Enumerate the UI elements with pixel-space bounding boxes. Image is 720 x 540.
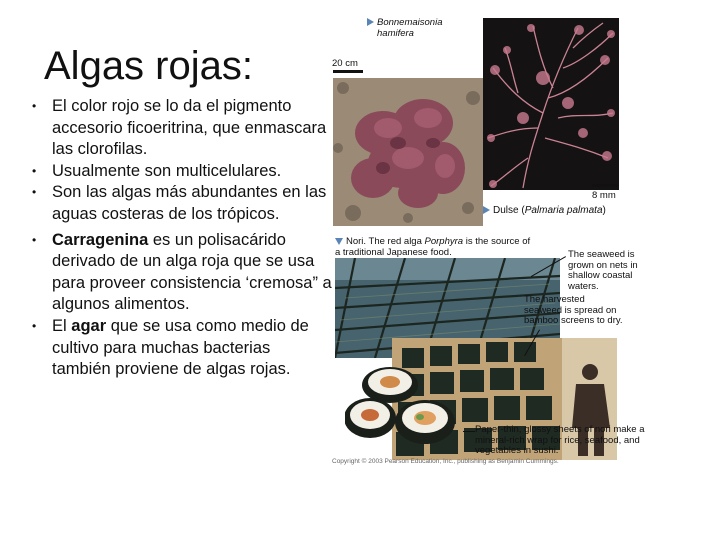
pointer-arrow-icon (367, 18, 374, 26)
scale-label-8mm: 8 mm (592, 190, 616, 201)
bonnemaisonia-label: Bonnemaisonia hamifera (367, 18, 443, 39)
pointer-arrow-icon (483, 206, 490, 214)
dulse-label: Dulse (Palmaria palmata) (483, 206, 606, 217)
seaweed-nets-caption: The seaweed is grown on nets in shallow coastal waters. (568, 249, 638, 292)
scale-label-20cm: 20 cm (332, 58, 358, 69)
bullet-item: • Carragenina es un polisacárido derivado de un alga roja que se usa para proveer consistencia ‘cremosa” a algunos alimentos. (32, 230, 332, 316)
bullet-list (32, 96, 332, 381)
scale-bar-20cm (333, 70, 363, 73)
copyright-line: Copyright © 2003 Pearson Education, Inc., publishing as Benjamin Cummings. (332, 458, 559, 465)
scale-bar-8mm (592, 184, 618, 187)
bullet-item: • Son las algas más abundantes en las aguas costeras de los trópicos. (32, 182, 332, 225)
bonnemaisonia-photo (483, 18, 619, 190)
sushi-caption: Paper-thin, glossy sheets of nori make a mineral-rich wrap for rice, seafood, and vegetables in sushi. (475, 424, 645, 456)
dulse-photo (333, 78, 483, 226)
pointer-arrow-icon (335, 238, 343, 245)
leader-line (463, 431, 475, 432)
bullet-item: • Usualmente son multicelulares. (32, 161, 332, 183)
nori-caption: Nori. The red alga Porphyra is the source of a traditional Japanese food. (335, 236, 531, 258)
bullet-item: • El agar que se usa como medio de cultivo para muchas bacterias también proviene de algas rojas. (32, 316, 332, 381)
bullet-item: • El color rojo se lo da el pigmento accesorio ficoeritrina, que enmascara las clorofilas. (32, 96, 332, 161)
page-title: Algas rojas: (44, 44, 253, 88)
harvested-caption: The harvested seaweed is spread on bamboo screens to dry. (524, 294, 623, 326)
sushi-photo (345, 360, 465, 455)
